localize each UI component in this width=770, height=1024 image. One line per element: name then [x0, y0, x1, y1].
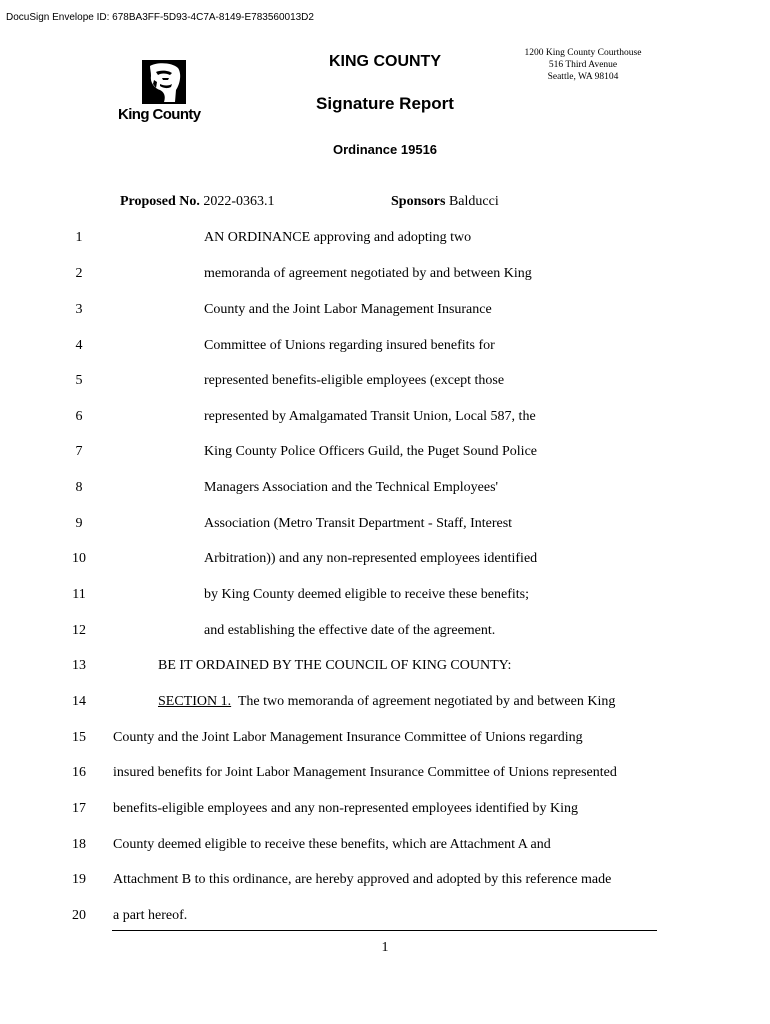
ordinance-line: by King County deemed eligible to receive these benefits; [204, 587, 530, 602]
sponsors-label: Sponsors [391, 194, 446, 209]
logo-text: King County [118, 106, 201, 123]
enacting-clause: BE IT ORDAINED BY THE COUNCIL OF KING COUNTY: [158, 658, 512, 673]
courthouse-address [508, 47, 658, 83]
section-heading: SECTION 1. [158, 694, 232, 709]
line-number: 1 [75, 230, 83, 245]
proposed-value: 2022-0363.1 [203, 194, 275, 209]
proposed-number [120, 194, 275, 210]
sponsors-value: Balducci [448, 194, 499, 209]
ordinance-line: The two memoranda of agreement negotiated by and between King [231, 694, 616, 709]
line-number: 5 [75, 373, 83, 388]
line-number: 15 [72, 730, 86, 745]
ordinance-line: Arbitration)) and any non-represented employees identified [204, 551, 538, 566]
line-number: 8 [75, 480, 83, 495]
ordinance-line: Association (Metro Transit Department - Staff, Interest [204, 516, 513, 531]
address-line: 1200 King County Courthouse [524, 48, 642, 58]
ordinance-line: represented benefits-eligible employees (except those [204, 373, 505, 388]
ordinance-line: benefits-eligible employees and any non-represented employees identified by King [113, 801, 578, 816]
ordinance-line: Committee of Unions regarding insured benefits for [204, 338, 495, 353]
line-number: 2 [75, 266, 83, 281]
king-county-logo-icon [142, 60, 186, 104]
ordinance-line: AN ORDINANCE approving and adopting two [204, 230, 472, 245]
ordinance-line: County deemed eligible to receive these benefits, which are Attachment A and [113, 837, 551, 852]
page-number: 1 [381, 940, 389, 955]
line-number: 13 [72, 658, 86, 673]
line-number: 10 [72, 551, 86, 566]
ordinance-number: Ordinance 19516 [332, 142, 438, 157]
line-number: 12 [72, 623, 86, 638]
ordinance-line: Managers Association and the Technical Employees' [204, 480, 499, 495]
county-title: KING COUNTY [329, 53, 441, 70]
line-number: 17 [72, 801, 86, 816]
ordinance-line: insured benefits for Joint Labor Management Insurance Committee of Unions represented [113, 765, 617, 780]
sponsors [391, 194, 499, 210]
line-number: 18 [72, 837, 86, 852]
line-number: 3 [75, 302, 83, 317]
line-number: 7 [75, 444, 83, 459]
footer-divider [112, 930, 657, 931]
ordinance-line: Attachment B to this ordinance, are hereby approved and adopted by this reference made [113, 872, 612, 887]
line-number: 14 [72, 694, 86, 709]
line-number: 4 [75, 338, 83, 353]
report-title: Signature Report [316, 94, 454, 113]
ordinance-line: County and the Joint Labor Management Insurance Committee of Unions regarding [113, 730, 583, 745]
address-line: 516 Third Avenue [548, 60, 618, 70]
section-line [158, 694, 615, 710]
address-line: Seattle, WA 98104 [547, 72, 619, 82]
line-number: 19 [72, 872, 86, 887]
line-number: 9 [75, 516, 83, 531]
line-number: 16 [72, 765, 86, 780]
proposed-label: Proposed No. [120, 194, 200, 209]
line-number: 11 [72, 587, 86, 602]
line-number: 6 [75, 409, 83, 424]
ordinance-line: memoranda of agreement negotiated by and between King [204, 266, 532, 281]
king-county-logo [118, 60, 218, 130]
ordinance-line: and establishing the effective date of the agreement. [204, 623, 496, 638]
ordinance-line: King County Police Officers Guild, the Puget Sound Police [204, 444, 537, 459]
ordinance-line: County and the Joint Labor Management Insurance [204, 302, 492, 317]
line-number: 20 [72, 908, 86, 923]
ordinance-line: a part hereof. [113, 908, 188, 923]
docusign-envelope-id: DocuSign Envelope ID: 678BA3FF-5D93-4C7A-8149-E783560013D2 [6, 12, 314, 23]
ordinance-line: represented by Amalgamated Transit Union, Local 587, the [204, 409, 536, 424]
